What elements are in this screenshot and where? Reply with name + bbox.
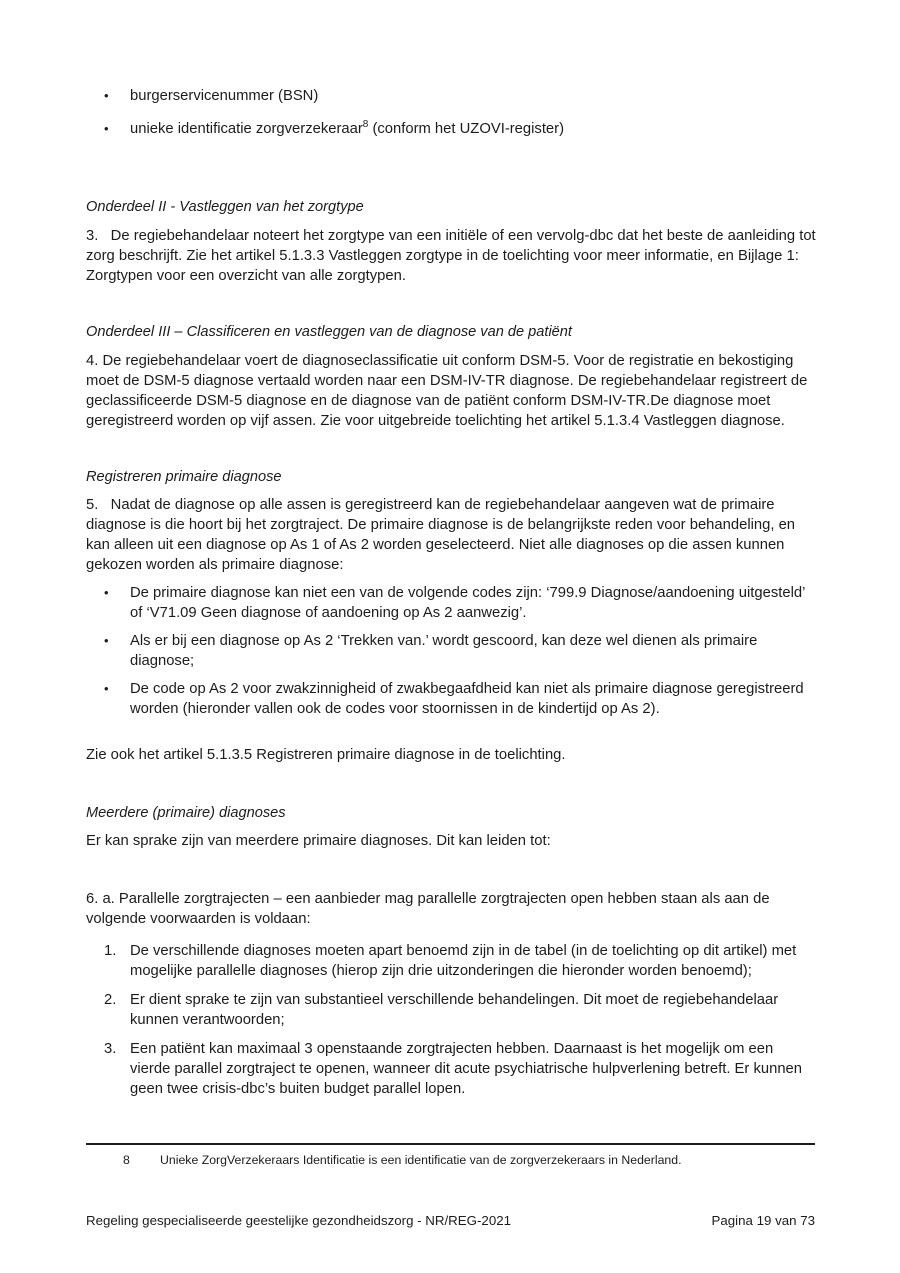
- paragraph-6a: 6. a. Parallelle zorgtrajecten – een aanbieder mag parallelle zorgtrajecten open hebben staan als aan de volgende voorwaarden is voldaan:: [86, 891, 770, 927]
- footer-page-number: Pagina 19 van 73: [711, 1213, 815, 1228]
- footnote-number: 8: [123, 1153, 130, 1167]
- primaire-diagnose-bullet-list: [86, 583, 816, 719]
- list-item: [86, 583, 816, 623]
- list-number: 1.: [104, 943, 117, 959]
- bullet-icon: •: [104, 88, 109, 103]
- list-item: [86, 679, 816, 719]
- item-text-after: (conform het UZOVI-register): [368, 121, 565, 137]
- paragraph-5: 5. Nadat de diagnose op alle assen is geregistreerd kan de regiebehandelaar aangeven wat de primaire diagnose is die hoort bij het zorgtraject. De primaire diagnose is de belangrijkste reden voor behandeling, en kan alleen uit een diagnose op As 1 of As 2 worden geselecteerd. Niet alle diagnoses op die assen kunnen gekozen worden als primaire diagnose:: [86, 497, 796, 573]
- intro-bullet-list: [86, 86, 816, 139]
- list-item: [86, 941, 816, 981]
- list-item-text: De code op As 2 voor zwakzinnigheid of zwakbegaafdheid kan niet als primaire diagnose geregistreerd worden (hieronder vallen ook de codes voor stoornissen in de kindertijd op As 2).: [130, 681, 804, 717]
- list-item-text: burgerservicenummer (BSN): [130, 88, 319, 104]
- footnote: [86, 1152, 815, 1168]
- page-content: [86, 0, 816, 1099]
- list-item-text: Als er bij een diagnose op As 2 ‘Trekken van.’ wordt gescoord, kan deze wel dienen als primaire diagnose;: [130, 633, 758, 669]
- bullet-icon: •: [104, 681, 109, 696]
- list-item: [86, 1039, 816, 1099]
- list-item: [86, 119, 816, 139]
- section-heading-meerdere: Meerdere (primaire) diagnoses: [86, 805, 286, 821]
- voorwaarden-numbered-list: [86, 941, 816, 1099]
- list-item: [86, 86, 816, 106]
- list-item-text: [130, 119, 564, 139]
- page-footer: [86, 1212, 815, 1229]
- footnote-reference: 8: [362, 119, 369, 131]
- list-number: 2.: [104, 992, 117, 1008]
- section-heading-onderdeel-3: Onderdeel III – Classificeren en vastleggen van de diagnose van de patiënt: [86, 324, 572, 340]
- list-item-text: Er dient sprake te zijn van substantieel verschillende behandelingen. Dit moet de regiebehandelaar kunnen verantwoorden;: [130, 992, 779, 1028]
- list-item: [86, 990, 816, 1030]
- bullet-icon: •: [104, 633, 109, 648]
- paragraph-3: 3. De regiebehandelaar noteert het zorgtype van een initiële of een vervolg-dbc dat het beste de aanleiding tot zorg beschrijft. Zie het artikel 5.1.3.3 Vastleggen zorgtype in de toelichting voor meer informatie, en Bijlage 1: Zorgtypen voor een overzicht van alle zorgtypen.: [86, 228, 816, 284]
- paragraph-meerdere: Er kan sprake zijn van meerdere primaire diagnoses. Dit kan leiden tot:: [86, 833, 551, 849]
- footnote-divider: [86, 1143, 815, 1145]
- bullet-icon: •: [104, 585, 109, 600]
- list-number: 3.: [104, 1041, 117, 1057]
- section-heading-onderdeel-2: Onderdeel II - Vastleggen van het zorgtype: [86, 199, 364, 215]
- paragraph-zie-ook: Zie ook het artikel 5.1.3.5 Registreren primaire diagnose in de toelichting.: [86, 747, 566, 763]
- list-item-text: De primaire diagnose kan niet een van de volgende codes zijn: ‘799.9 Diagnose/aandoening uitgesteld’ of ‘V71.09 Geen diagnose of aandoening op As 2 aanwezig’.: [130, 585, 805, 621]
- footer-document-title: Regeling gespecialiseerde geestelijke gezondheidszorg - NR/REG-2021: [86, 1213, 512, 1228]
- bullet-icon: •: [104, 121, 109, 136]
- footnote-text: Unieke ZorgVerzekeraars Identificatie is een identificatie van de zorgverzekeraars in Nederland.: [160, 1153, 682, 1167]
- item-text-before: unieke identificatie zorgverzekeraar: [130, 121, 363, 137]
- list-item-text: De verschillende diagnoses moeten apart benoemd zijn in de tabel (in de toelichting op dit artikel) met mogelijke parallelle diagnoses (hierop zijn drie uitzonderingen die hieronder worden benoemd);: [130, 943, 797, 979]
- paragraph-4: 4. De regiebehandelaar voert de diagnoseclassificatie uit conform DSM-5. Voor de registratie en bekostiging moet de DSM-5 diagnose vertaald worden naar een DSM-IV-TR diagnose. De regiebehandelaar registreert de geclassificeerde DSM-5 diagnose en de diagnose van de patiënt conform DSM-IV-TR.De diagnose moet geregistreerd worden op vijf assen. Zie voor uitgebreide toelichting het artikel 5.1.3.4 Vastleggen diagnose.: [86, 353, 808, 429]
- section-heading-registreren: Registreren primaire diagnose: [86, 469, 282, 485]
- list-item: [86, 631, 816, 671]
- list-item-text: Een patiënt kan maximaal 3 openstaande zorgtrajecten hebben. Daarnaast is het mogelijk om een vierde parallel zorgtraject te openen, wanneer dit acute psychiatrische hulpverlening betreft. Er kunnen geen twee crisis-dbc’s buiten budget parallel lopen.: [130, 1041, 803, 1097]
